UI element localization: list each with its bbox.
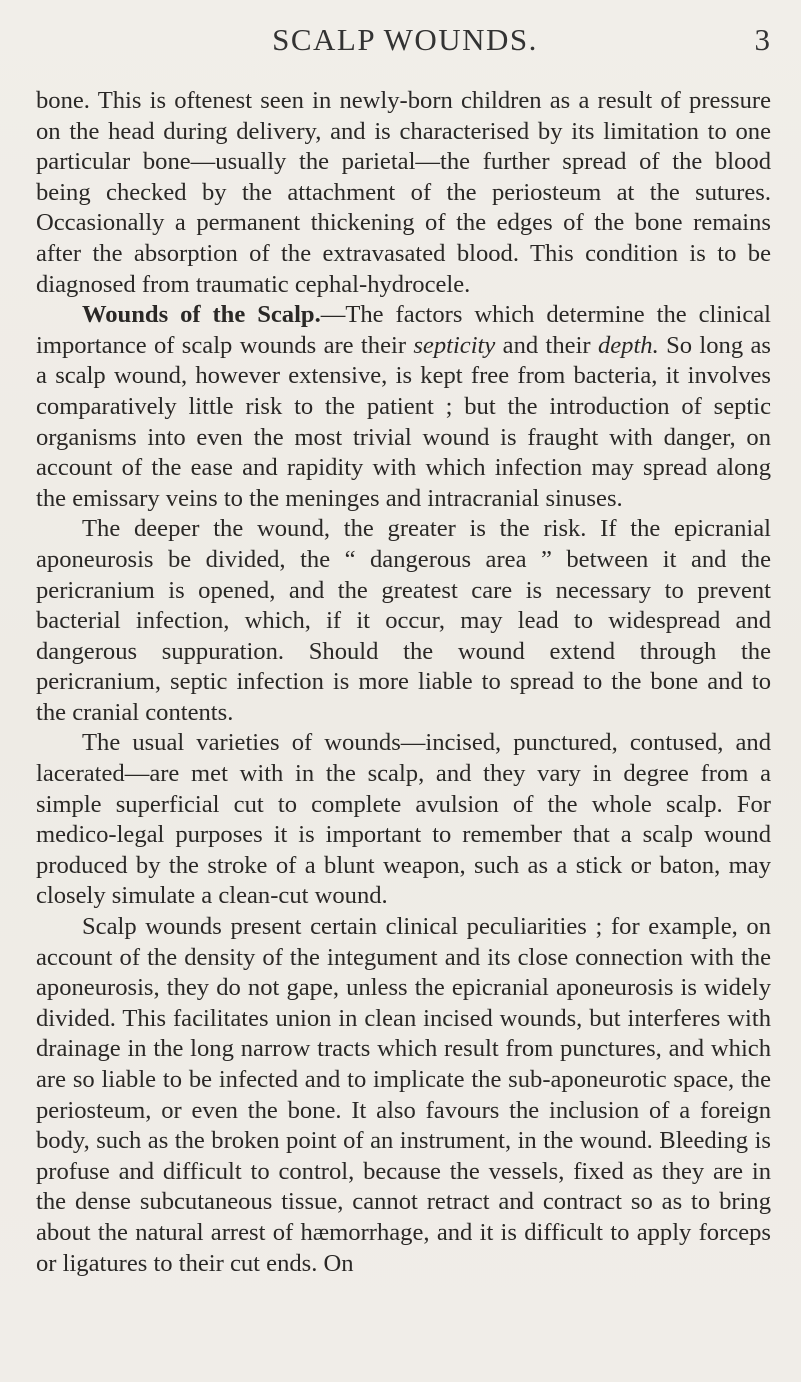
page-number: 3 [754,22,770,57]
paragraph-varieties: The usual varieties of wounds—incised, punctured, contused, and lacerated—are met with in the scalp, and they vary in degree from a simple superficial cut to complete avulsion of the whole scalp. For medico-legal purposes it is important to remember that a scalp wound produced by the stroke of a blunt weapon, such as a stick or baton, may closely simulate a clean-cut wound. [36,729,771,910]
paragraph-depth-risk: The deeper the wound, the greater is the risk. If the epicranial aponeurosis be divided, the “ dangerous area ” between it and the pericranium is opened, and the greatest care is necessary to prevent bacterial infection, which, if it occur, may lead to widespread and dangerous suppuration. Should the wound extend through the pericranium, septic infection is more liable to spread to the bone and to the cranial contents. [36,515,771,726]
paragraph-wounds-of-scalp [36,300,771,514]
paragraph-peculiarities: Scalp wounds present certain clinical peculiarities ; for example, on account of the density of the integument and its close connection with the aponeurosis, they do not gape, unless the epicranial aponeurosis is widely divided. This facilitates union in clean incised wounds, but interferes with drainage in the long narrow tracts which result from punctures, and which are so liable to be infected and to implicate the sub-aponeurotic space, the periosteum, or even the bone. It also favours the inclusion of a foreign body, such as the broken point of an instrument, in the wound. Bleeding is profuse and difficult to control, because the vessels, fixed as they are in the dense subcutaneous tissue, cannot retract and contract so as to bring about the natural arrest of hæmorrhage, and it is difficult to apply forceps or ligatures to their cut ends. On [36,913,771,1277]
emphasis-text: depth. [597,331,659,359]
running-head [40,22,770,62]
paragraph-text: and their [495,331,598,359]
body-text [36,86,771,1279]
running-title: SCALP WOUNDS. [272,22,538,57]
paragraph-text: So long as a scalp wound, however extensive, is kept free from bacteria, it involves comparatively little risk to the patient ; but the introduction of septic organisms into even the most trivial wound is fraught with danger, on account of the ease and rapidity with which infection may spread along the emissary veins to the meninges and intracranial sinuses. [36,331,771,512]
paragraph-text: —The factors which determine the clinical importance of scalp wounds are their [36,301,771,359]
section-heading: Wounds of the Scalp. [82,301,321,329]
paragraph-continuation: bone. This is oftenest seen in newly-born children as a result of pressure on the head during delivery, and is characterised by its limitation to one particular bone—usually the parietal—the further spread of the blood being checked by the attachment of the periosteum at the sutures. Occasionally a permanent thickening of the edges of the bone remains after the absorption of the extravasated blood. This condition is to be diagnosed from traumatic cephal-hydrocele. [36,87,771,298]
emphasis-text: septicity [413,331,496,359]
